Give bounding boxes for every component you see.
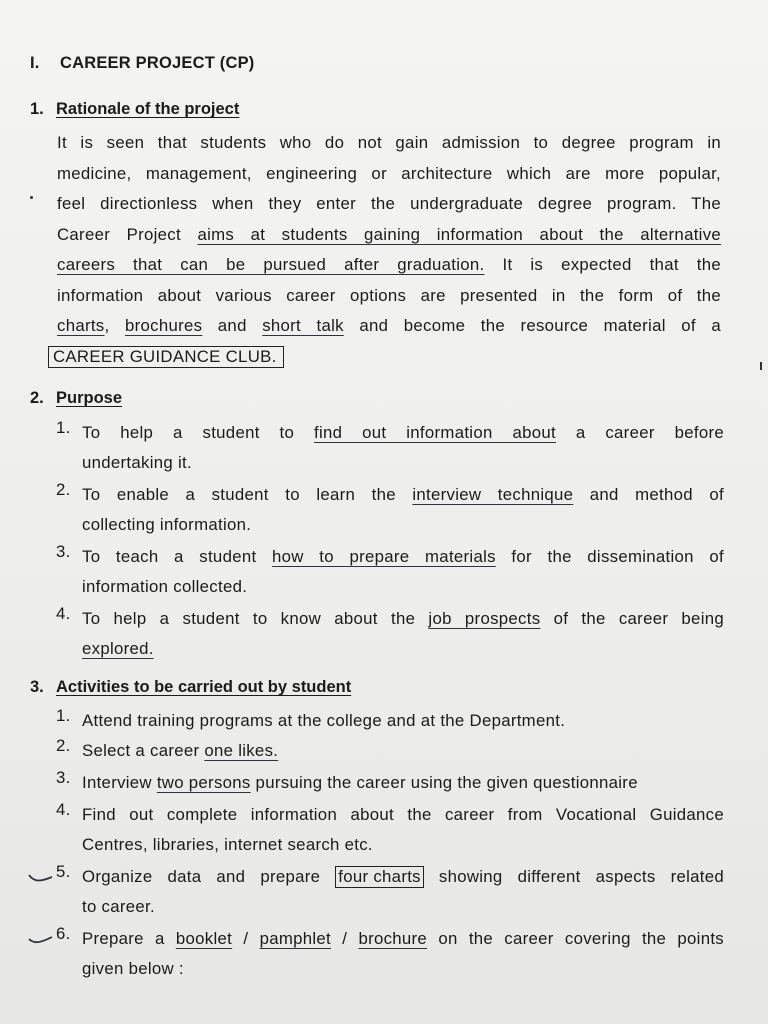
underlined-phrase: explored. bbox=[82, 639, 154, 658]
text-run: and become the resource material of a bbox=[343, 316, 721, 335]
item-line bbox=[82, 542, 724, 572]
list-item bbox=[56, 768, 724, 800]
text-run: and bbox=[202, 316, 263, 335]
text-run: / bbox=[232, 929, 260, 948]
section-heading-rationale bbox=[30, 100, 239, 119]
purpose-list bbox=[56, 418, 724, 666]
list-item bbox=[56, 480, 724, 542]
item-number: 1. bbox=[56, 706, 71, 725]
title-label: CAREER PROJECT (CP) bbox=[60, 54, 255, 72]
item-number: 6. bbox=[56, 924, 71, 943]
underlined-phrase: booklet bbox=[175, 929, 233, 948]
text-run: showing different aspects related bbox=[423, 867, 724, 886]
section-number: 2. bbox=[30, 389, 44, 407]
list-item bbox=[56, 418, 724, 480]
underlined-phrase: aims at students gaining information about the alternative bbox=[197, 224, 722, 244]
text-run: To enable a student to learn the bbox=[82, 485, 413, 504]
underlined-phrase: pamphlet bbox=[259, 929, 331, 948]
item-line: undertaking it. bbox=[82, 453, 192, 472]
title-number: I. bbox=[30, 54, 40, 72]
list-item bbox=[56, 542, 724, 604]
item-line bbox=[82, 480, 724, 510]
text-run: Select a career bbox=[82, 741, 205, 760]
underlined-phrase: brochure bbox=[358, 929, 428, 948]
text-run: on the career covering the points bbox=[427, 929, 724, 948]
text-run: Career Project bbox=[57, 224, 181, 244]
item-number: 4. bbox=[56, 800, 71, 819]
stray-pen-mark bbox=[30, 196, 33, 199]
item-line: to career. bbox=[82, 897, 155, 916]
underlined-phrase: short talk bbox=[262, 316, 344, 335]
item-number: 3. bbox=[56, 542, 71, 561]
paragraph-line bbox=[57, 311, 721, 342]
underlined-phrase: job prospects bbox=[428, 609, 541, 628]
item-number: 3. bbox=[56, 768, 71, 787]
item-line bbox=[82, 634, 724, 664]
item-number: 5. bbox=[56, 862, 71, 881]
rationale-paragraph bbox=[53, 128, 722, 372]
list-item bbox=[56, 604, 724, 666]
underlined-phrase: interview technique bbox=[412, 485, 574, 504]
paragraph-line: medicine, management, engineering or architecture which are more popular, bbox=[57, 163, 721, 183]
boxed-phrase: CAREER GUIDANCE CLUB. bbox=[48, 346, 284, 368]
section-heading-purpose bbox=[30, 389, 122, 408]
underlined-phrase: one likes. bbox=[204, 741, 279, 760]
boxed-phrase: four charts bbox=[335, 866, 424, 888]
item-number: 2. bbox=[56, 480, 71, 499]
text-run: To teach a student bbox=[82, 547, 273, 566]
item-line bbox=[82, 924, 724, 954]
item-line: Attend training programs at the college and at the Department. bbox=[82, 711, 566, 730]
section-number: 3. bbox=[30, 678, 44, 696]
activities-list bbox=[56, 706, 724, 986]
text-run: Organize data and prepare bbox=[82, 867, 336, 886]
item-line bbox=[82, 736, 724, 766]
underlined-phrase: two persons bbox=[156, 773, 251, 792]
document-title bbox=[30, 54, 255, 73]
item-line: Centres, libraries, internet search etc. bbox=[82, 835, 373, 854]
section-heading-activities bbox=[30, 678, 351, 697]
text-run: It is expected that the bbox=[502, 255, 722, 274]
underlined-phrase: how to prepare materials bbox=[272, 547, 496, 566]
item-line bbox=[82, 604, 724, 634]
item-line: given below : bbox=[82, 959, 184, 978]
text-run: pursuing the career using the given questionnaire bbox=[250, 773, 638, 792]
underlined-phrase: find out information about bbox=[314, 423, 556, 442]
section-number: 1. bbox=[30, 100, 44, 118]
text-run: To help a student to bbox=[82, 423, 315, 442]
item-line: information collected. bbox=[82, 577, 248, 596]
paragraph-line bbox=[57, 250, 721, 281]
list-item bbox=[56, 800, 724, 862]
item-line bbox=[82, 418, 724, 448]
section-label: Activities to be carried out by student bbox=[56, 678, 352, 696]
text-run: / bbox=[331, 929, 359, 948]
text-run: for the dissemination of bbox=[495, 547, 724, 566]
item-number: 4. bbox=[56, 604, 71, 623]
text-run: , bbox=[104, 316, 125, 335]
text-run: of the career being bbox=[540, 609, 724, 628]
item-number: 1. bbox=[56, 418, 71, 437]
pen-tick-icon bbox=[28, 933, 54, 945]
paragraph-line: It is seen that students who do not gain admission to degree program in bbox=[57, 133, 721, 152]
list-item bbox=[56, 706, 724, 736]
underlined-phrase: charts bbox=[57, 316, 105, 335]
list-item bbox=[56, 924, 724, 986]
item-line: collecting information. bbox=[82, 515, 252, 534]
text-run: and method of bbox=[573, 485, 725, 504]
text-run: a career before bbox=[555, 423, 724, 442]
underlined-phrase: brochures bbox=[124, 316, 203, 335]
stray-pen-mark bbox=[760, 362, 762, 370]
item-line bbox=[82, 768, 724, 798]
text-run: Prepare a bbox=[82, 929, 176, 948]
list-item bbox=[56, 736, 724, 768]
paragraph-line: feel directionless when they enter the undergraduate degree program. The bbox=[57, 194, 721, 213]
section-label: Rationale of the project bbox=[56, 100, 240, 118]
item-line bbox=[82, 862, 724, 892]
paragraph-line: information about various career options are presented in the form of the bbox=[57, 285, 721, 305]
item-line: Find out complete information about the career from Vocational Guidance bbox=[82, 805, 724, 824]
section-label: Purpose bbox=[56, 389, 123, 407]
underlined-phrase: careers that can be pursued after graduation. bbox=[57, 255, 485, 274]
pen-tick-icon bbox=[28, 871, 54, 883]
paragraph-line bbox=[57, 220, 721, 251]
text-run: To help a student to know about the bbox=[82, 609, 429, 628]
text-run: Interview bbox=[82, 773, 157, 792]
list-item bbox=[56, 862, 724, 924]
paragraph-line bbox=[53, 342, 721, 373]
item-number: 2. bbox=[56, 736, 71, 755]
